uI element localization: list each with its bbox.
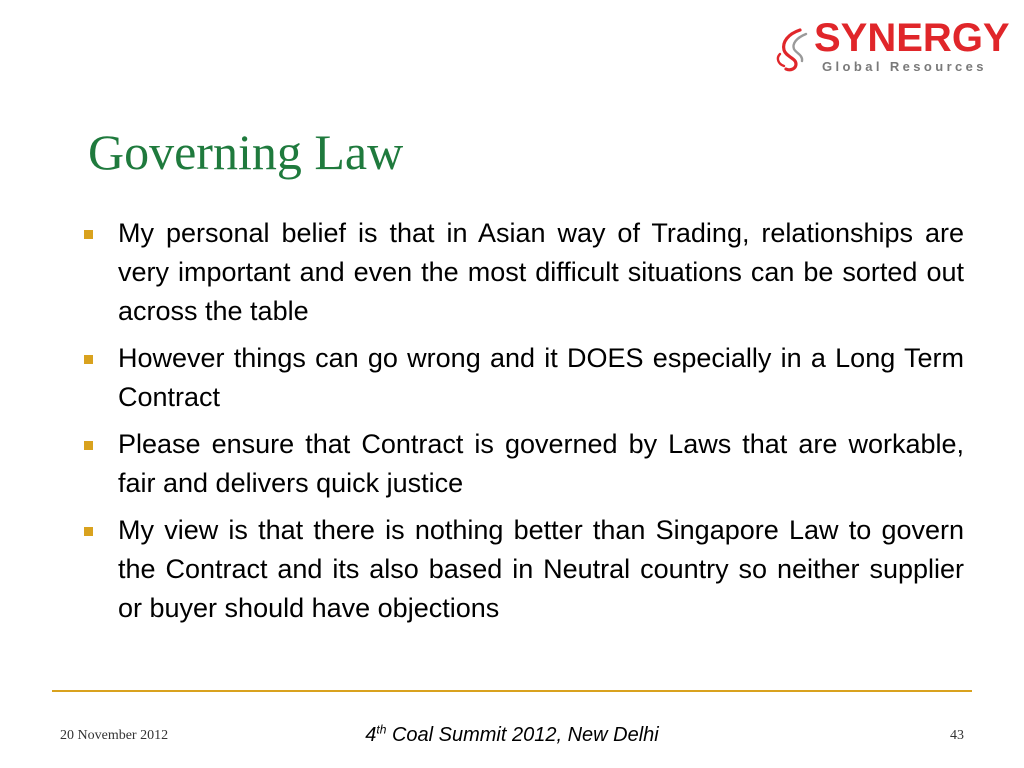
bullet-item bbox=[80, 339, 964, 417]
square-bullet-icon bbox=[84, 527, 93, 536]
square-bullet-icon bbox=[84, 441, 93, 450]
bullet-list bbox=[80, 214, 964, 636]
event-number: 4 bbox=[365, 724, 377, 746]
square-bullet-icon bbox=[84, 355, 93, 364]
footer-divider bbox=[52, 690, 972, 692]
event-name: Coal Summit 2012, New Delhi bbox=[386, 724, 659, 746]
event-ordinal-suffix: th bbox=[376, 722, 387, 737]
logo-wordmark: SYNERGY bbox=[814, 16, 1010, 60]
square-bullet-icon bbox=[84, 230, 93, 239]
slide-title: Governing Law bbox=[88, 124, 404, 180]
bullet-text: However things can go wrong and it DOES especially in a Long Term Contract bbox=[118, 343, 964, 412]
bullet-item bbox=[80, 511, 964, 628]
bullet-text: Please ensure that Contract is governed by Laws that are workable, fair and delivers quick justice bbox=[118, 429, 964, 498]
bullet-text: My personal belief is that in Asian way of Trading, relationships are very important and even the most difficult situations can be sorted out across the table bbox=[118, 218, 964, 326]
footer-date: 20 November 2012 bbox=[60, 728, 169, 743]
bullet-item bbox=[80, 425, 964, 503]
synergy-logo bbox=[770, 16, 1010, 78]
bullet-item bbox=[80, 214, 964, 331]
bullet-text: My view is that there is nothing better than Singapore Law to govern the Contract and its also based in Neutral country so neither supplier or buyer should have objections bbox=[118, 515, 964, 623]
page-number: 43 bbox=[950, 728, 964, 743]
synergy-swirl-icon bbox=[770, 24, 818, 74]
logo-tagline: Global Resources bbox=[822, 59, 987, 74]
footer-event-title bbox=[0, 722, 1024, 748]
